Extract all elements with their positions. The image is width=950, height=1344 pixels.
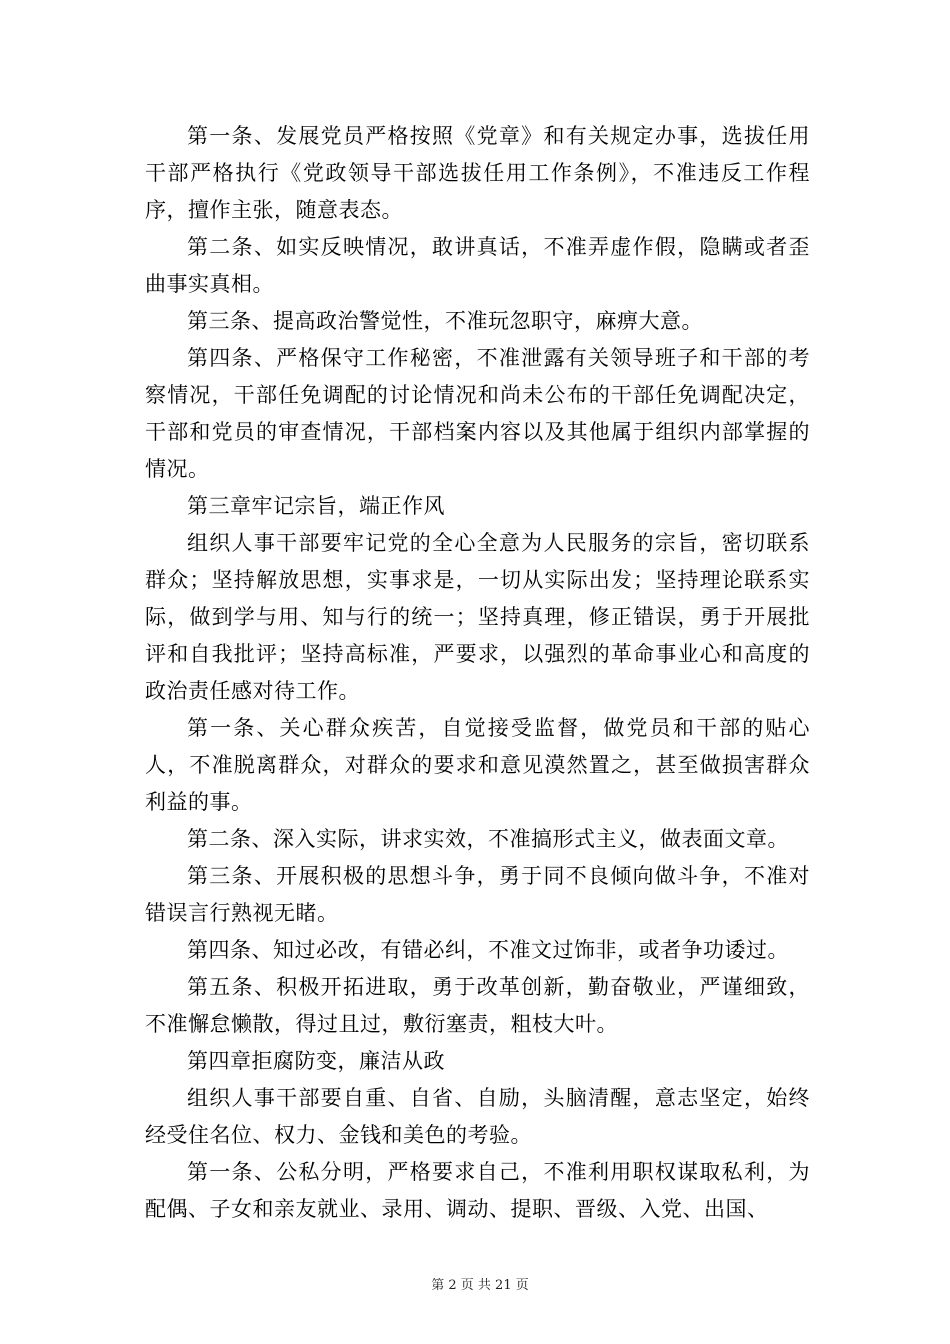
chapter-4-heading: 第四章拒腐防变，廉洁从政 [187,1049,445,1073]
page-number-footer: 第 2 页 共 21 页 [431,1278,529,1293]
paragraph-ch3-article-2: 第二条、深入实际，讲求实效，不准搞形式主义，做表面文章。 [187,827,789,851]
chapter-3-heading: 第三章牢记宗旨，端正作风 [187,494,445,518]
chapter-4-intro: 组织人事干部要自重、自省、自励，头脑清醒，意志坚定，始终经受住名位、权力、金钱和美色的考验。 [145,1086,810,1147]
paragraph-ch3-article-3: 第三条、开展积极的思想斗争，勇于同不良倾向做斗争，不准对错误言行熟视无睹。 [145,864,810,925]
paragraph-ch3-article-4: 第四条、知过必改，有错必纠，不准文过饰非，或者争功诿过。 [187,938,789,962]
paragraph-ch3-article-1: 第一条、关心群众疾苦，自觉接受监督，做党员和干部的贴心人，不准脱离群众，对群众的要求和意见漠然置之，甚至做损害群众利益的事。 [145,716,810,814]
paragraph-article-2: 第二条、如实反映情况，敢讲真话，不准弄虚作假，隐瞒或者歪曲事实真相。 [145,235,810,296]
paragraph-article-1: 第一条、发展党员严格按照《党章》和有关规定办事，选拔任用干部严格执行《党政领导干部选拔任用工作条例》，不准违反工作程序，擅作主张，随意表态。 [145,124,810,222]
paragraph-article-4: 第四条、严格保守工作秘密，不准泄露有关领导班子和干部的考察情况，干部任免调配的讨论情况和尚未公布的干部任免调配决定，干部和党员的审查情况，干部档案内容以及其他属于组织内部掌握的情况。 [145,346,810,481]
paragraph-article-3: 第三条、提高政治警觉性，不准玩忽职守，麻痹大意。 [187,309,703,333]
paragraph-ch3-article-5: 第五条、积极开拓进取，勇于改革创新，勤奋敬业，严谨细致，不准懈怠懒散，得过且过，敷衍塞责，粗枝大叶。 [145,975,810,1036]
document-body [145,118,810,1228]
paragraph-ch4-article-1: 第一条、公私分明，严格要求自己，不准利用职权谋取私利，为配偶、子女和亲友就业、录用、调动、提职、晋级、入党、出国、 [145,1160,810,1221]
chapter-3-intro: 组织人事干部要牢记党的全心全意为人民服务的宗旨，密切联系群众；坚持解放思想，实事求是，一切从实际出发；坚持理论联系实际，做到学与用、知与行的统一；坚持真理，修正错误，勇于开展批评和自我批评；坚持高标准，严要求，以强烈的革命事业心和高度的政治责任感对待工作。 [145,531,810,703]
